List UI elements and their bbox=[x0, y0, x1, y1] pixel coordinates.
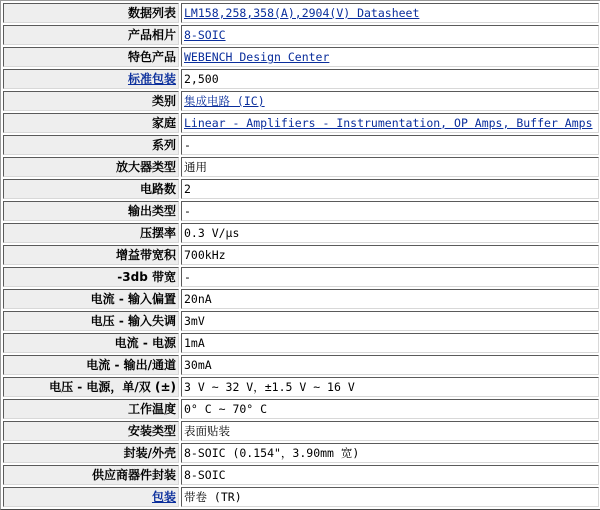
spec-label-cell bbox=[3, 355, 179, 375]
spec-row bbox=[3, 245, 599, 265]
spec-row bbox=[3, 333, 599, 353]
spec-label: 工作温度 bbox=[127, 402, 176, 416]
spec-label-cell bbox=[3, 25, 179, 45]
spec-value-cell bbox=[181, 487, 599, 507]
spec-label-cell bbox=[3, 399, 179, 419]
spec-row bbox=[3, 223, 599, 243]
spec-value: - bbox=[184, 204, 191, 218]
spec-value-cell bbox=[181, 399, 599, 419]
spec-value: 2 bbox=[184, 182, 191, 196]
spec-label: 家庭 bbox=[151, 116, 176, 130]
spec-value-cell bbox=[181, 91, 599, 111]
spec-value-cell bbox=[181, 465, 599, 485]
spec-label-link[interactable]: 标准包装 bbox=[127, 72, 176, 86]
spec-value-cell bbox=[181, 47, 599, 67]
spec-value: 3mV bbox=[184, 314, 205, 328]
spec-value-cell bbox=[181, 245, 599, 265]
spec-label: 电流 - 输入偏置 bbox=[90, 292, 176, 306]
spec-label: 类别 bbox=[151, 94, 176, 108]
spec-value-link[interactable]: 集成电路 (IC) bbox=[184, 94, 265, 108]
spec-label-cell bbox=[3, 311, 179, 331]
spec-label-link[interactable]: 包装 bbox=[151, 490, 176, 504]
spec-label: 放大器类型 bbox=[115, 160, 176, 174]
spec-label: 电流 - 输出/通道 bbox=[86, 358, 176, 372]
spec-row bbox=[3, 377, 599, 397]
spec-value: 1mA bbox=[184, 336, 205, 350]
spec-value-cell bbox=[181, 201, 599, 221]
spec-label: 安装类型 bbox=[127, 424, 176, 438]
spec-label: 电流 - 电源 bbox=[114, 336, 176, 350]
spec-value: 30mA bbox=[184, 358, 212, 372]
spec-label-cell bbox=[3, 465, 179, 485]
spec-row bbox=[3, 47, 599, 67]
spec-row bbox=[3, 201, 599, 221]
spec-row bbox=[3, 135, 599, 155]
spec-label: 压摆率 bbox=[139, 226, 176, 240]
spec-row bbox=[3, 157, 599, 177]
spec-row bbox=[3, 113, 599, 133]
spec-label: 产品相片 bbox=[127, 28, 176, 42]
spec-value-cell bbox=[181, 223, 599, 243]
spec-value-cell bbox=[181, 355, 599, 375]
spec-label-cell bbox=[3, 113, 179, 133]
spec-value-cell bbox=[181, 135, 599, 155]
spec-label-cell bbox=[3, 157, 179, 177]
spec-label-cell bbox=[3, 267, 179, 287]
spec-value-link[interactable]: WEBENCH Design Center bbox=[184, 50, 330, 64]
spec-label: 系列 bbox=[151, 138, 176, 152]
spec-label: 数据列表 bbox=[127, 6, 176, 20]
spec-row bbox=[3, 399, 599, 419]
spec-value-link[interactable]: 8-SOIC bbox=[184, 28, 226, 42]
spec-label-cell bbox=[3, 377, 179, 397]
spec-label-cell bbox=[3, 223, 179, 243]
spec-row bbox=[3, 91, 599, 111]
spec-value-cell bbox=[181, 421, 599, 441]
spec-label-cell bbox=[3, 487, 179, 507]
spec-value: 8-SOIC bbox=[184, 468, 226, 482]
spec-label-cell bbox=[3, 289, 179, 309]
spec-value-cell bbox=[181, 333, 599, 353]
spec-label: 增益带宽积 bbox=[115, 248, 176, 262]
spec-label-cell bbox=[3, 201, 179, 221]
spec-value-cell bbox=[181, 267, 599, 287]
spec-label-cell bbox=[3, 421, 179, 441]
spec-row bbox=[3, 355, 599, 375]
spec-value-link[interactable]: LM158,258,358(A),2904(V) Datasheet bbox=[184, 6, 420, 20]
spec-label: 电压 - 输入失调 bbox=[90, 314, 176, 328]
spec-row bbox=[3, 25, 599, 45]
spec-value-cell bbox=[181, 113, 599, 133]
spec-value-cell bbox=[181, 157, 599, 177]
spec-label-cell bbox=[3, 333, 179, 353]
spec-value-cell bbox=[181, 311, 599, 331]
spec-label: -3db 带宽 bbox=[117, 270, 176, 284]
spec-row bbox=[3, 311, 599, 331]
spec-value-cell bbox=[181, 377, 599, 397]
spec-value: 表面贴装 bbox=[184, 424, 230, 438]
spec-row bbox=[3, 69, 599, 89]
spec-value-cell bbox=[181, 69, 599, 89]
spec-value: - bbox=[184, 138, 191, 152]
spec-value-cell bbox=[181, 289, 599, 309]
spec-value: 带卷 (TR) bbox=[184, 490, 242, 504]
spec-value: 700kHz bbox=[184, 248, 226, 262]
spec-label-cell bbox=[3, 135, 179, 155]
spec-label-cell bbox=[3, 91, 179, 111]
spec-label: 电压 - 电源，单/双 (±) bbox=[49, 380, 176, 394]
spec-label: 供应商器件封装 bbox=[91, 468, 176, 482]
spec-label: 特色产品 bbox=[127, 50, 176, 64]
spec-value: 20nA bbox=[184, 292, 212, 306]
spec-value: 3 V ~ 32 V，±1.5 V ~ 16 V bbox=[184, 380, 355, 394]
spec-row bbox=[3, 267, 599, 287]
spec-value: 0° C ~ 70° C bbox=[184, 402, 268, 416]
spec-label: 封装/外壳 bbox=[123, 446, 176, 460]
spec-value: 2,500 bbox=[184, 72, 219, 86]
spec-value-cell bbox=[181, 443, 599, 463]
spec-value-cell bbox=[181, 3, 599, 23]
spec-label: 电路数 bbox=[139, 182, 176, 196]
spec-label-cell bbox=[3, 47, 179, 67]
spec-row bbox=[3, 3, 599, 23]
spec-label-cell bbox=[3, 69, 179, 89]
spec-value-link[interactable]: Linear - Amplifiers - Instrumentation, OP Amps, Buffer Amps bbox=[184, 116, 593, 130]
spec-label-cell bbox=[3, 179, 179, 199]
spec-row bbox=[3, 289, 599, 309]
spec-label: 输出类型 bbox=[127, 204, 176, 218]
spec-value: 8-SOIC (0.154"，3.90mm 宽) bbox=[184, 446, 360, 460]
spec-value-cell bbox=[181, 25, 599, 45]
spec-table-body bbox=[3, 3, 599, 507]
spec-label-cell bbox=[3, 245, 179, 265]
spec-row bbox=[3, 487, 599, 507]
spec-row bbox=[3, 443, 599, 463]
spec-label-cell bbox=[3, 3, 179, 23]
spec-value: 通用 bbox=[184, 160, 207, 174]
spec-row bbox=[3, 465, 599, 485]
spec-value: - bbox=[184, 270, 191, 284]
spec-row bbox=[3, 179, 599, 199]
spec-value: 0.3 V/µs bbox=[184, 226, 240, 240]
spec-row bbox=[3, 421, 599, 441]
spec-value-cell bbox=[181, 179, 599, 199]
spec-label-cell bbox=[3, 443, 179, 463]
